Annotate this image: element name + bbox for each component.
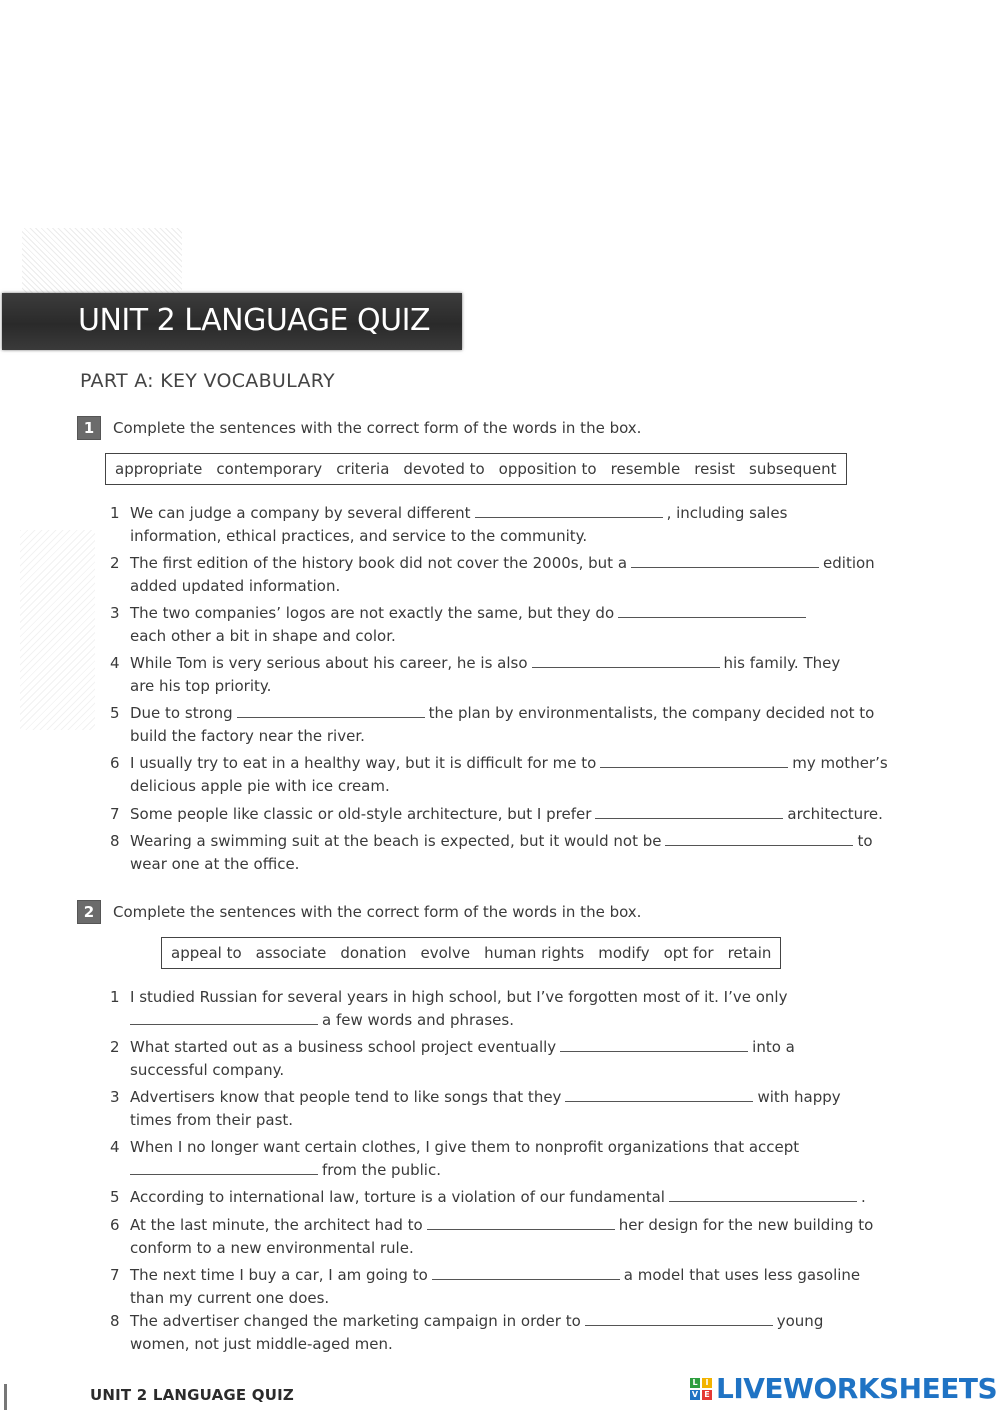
question-item bbox=[110, 803, 883, 826]
question-number: 7 bbox=[110, 1266, 120, 1284]
answer-blank[interactable] bbox=[585, 1312, 773, 1326]
exercise-number-badge: 2 bbox=[77, 900, 101, 924]
logo-tile: I bbox=[702, 1378, 712, 1388]
question-line-1 bbox=[130, 1310, 870, 1333]
question-line-2 bbox=[130, 675, 870, 698]
question-text: The advertiser changed the marketing campaign in order to bbox=[130, 1312, 581, 1330]
question-text: from the public. bbox=[322, 1160, 441, 1179]
question-line-1 bbox=[130, 1086, 870, 1109]
question-number: 1 bbox=[110, 504, 120, 522]
question-line-1 bbox=[130, 830, 873, 853]
question-line-2 bbox=[130, 1333, 870, 1356]
question-text: delicious apple pie with ice cream. bbox=[130, 776, 390, 795]
question-number: 6 bbox=[110, 754, 120, 772]
answer-blank[interactable] bbox=[475, 504, 663, 518]
answer-blank[interactable] bbox=[669, 1188, 857, 1202]
word-option: appeal to bbox=[171, 944, 242, 962]
question-number: 8 bbox=[110, 1312, 120, 1330]
question-text: I studied Russian for several years in high school, but I’ve forgotten most of it. I’ve only bbox=[130, 988, 788, 1006]
footer-title: UNIT 2 LANGUAGE QUIZ bbox=[90, 1386, 294, 1404]
question-line-2 bbox=[130, 853, 870, 876]
question-text: What started out as a business school project eventually bbox=[130, 1038, 557, 1056]
part-heading: PART A: KEY VOCABULARY bbox=[80, 370, 335, 392]
question-line-2 bbox=[130, 625, 870, 648]
question-line-1 bbox=[130, 1036, 870, 1059]
question-line-2 bbox=[130, 1109, 870, 1132]
question-text: into a bbox=[752, 1038, 795, 1056]
question-line-1 bbox=[130, 602, 870, 625]
question-text: successful company. bbox=[130, 1060, 285, 1079]
answer-blank[interactable] bbox=[600, 754, 788, 768]
exercise-instruction: Complete the sentences with the correct form of the words in the box. bbox=[113, 903, 642, 921]
question-line-1 bbox=[130, 652, 870, 675]
question-line-1 bbox=[130, 986, 870, 1009]
question-item bbox=[110, 1136, 870, 1181]
answer-blank[interactable] bbox=[532, 654, 720, 668]
question-text: The first edition of the history book did not cover the 2000s, but a bbox=[130, 554, 628, 572]
page-title: UNIT 2 LANGUAGE QUIZ bbox=[78, 303, 431, 338]
question-text: than my current one does. bbox=[130, 1288, 330, 1307]
question-line-2 bbox=[130, 1009, 870, 1032]
question-line-2 bbox=[130, 525, 870, 548]
question-item bbox=[110, 552, 875, 597]
scan-speckle bbox=[20, 530, 95, 730]
answer-blank[interactable] bbox=[432, 1266, 620, 1280]
answer-blank[interactable] bbox=[427, 1216, 615, 1230]
question-number: 3 bbox=[110, 1088, 120, 1106]
question-line-1 bbox=[130, 502, 870, 525]
question-text: Due to strong bbox=[130, 704, 233, 722]
question-text: The next time I buy a car, I am going to bbox=[130, 1266, 428, 1284]
question-line-2 bbox=[130, 725, 870, 748]
logo-tile: E bbox=[702, 1390, 712, 1400]
question-text: times from their past. bbox=[130, 1110, 294, 1129]
word-option: appropriate bbox=[115, 460, 203, 478]
question-number: 4 bbox=[110, 1138, 120, 1156]
question-item bbox=[110, 1310, 870, 1355]
exercise-1-heading bbox=[77, 416, 641, 440]
question-text: a model that uses less gasoline bbox=[623, 1266, 861, 1284]
question-line-1 bbox=[130, 752, 888, 775]
logo-icon bbox=[690, 1378, 712, 1400]
question-text: are his top priority. bbox=[130, 676, 272, 695]
question-number: 8 bbox=[110, 832, 120, 850]
question-item bbox=[110, 1186, 870, 1209]
question-item bbox=[110, 752, 888, 797]
question-text: At the last minute, the architect had to bbox=[130, 1216, 423, 1234]
word-box bbox=[105, 453, 847, 485]
question-text: edition bbox=[823, 554, 875, 572]
question-text: women, not just middle-aged men. bbox=[130, 1334, 393, 1353]
question-item bbox=[110, 602, 870, 647]
word-option: resemble bbox=[610, 460, 681, 478]
liveworksheets-logo[interactable] bbox=[690, 1372, 997, 1405]
question-text: Advertisers know that people tend to like songs that they bbox=[130, 1088, 562, 1106]
question-text: the plan by environmentalists, the company decided not to bbox=[428, 704, 875, 722]
question-text: When I no longer want certain clothes, I give them to nonprofit organizations that accept bbox=[130, 1138, 800, 1156]
question-text: I usually try to eat in a healthy way, but it is difficult for me to bbox=[130, 754, 597, 772]
logo-tile: L bbox=[690, 1378, 700, 1388]
word-option: evolve bbox=[420, 944, 471, 962]
question-line-2 bbox=[130, 775, 870, 798]
word-option: human rights bbox=[484, 944, 585, 962]
question-text: According to international law, torture is a violation of our fundamental bbox=[130, 1188, 665, 1206]
question-text: conform to a new environmental rule. bbox=[130, 1238, 414, 1257]
footer-edge-mark bbox=[4, 1384, 7, 1410]
question-text: added updated information. bbox=[130, 576, 341, 595]
question-line-2 bbox=[130, 1159, 870, 1182]
question-item bbox=[110, 1036, 870, 1081]
question-text: her design for the new building to bbox=[618, 1216, 874, 1234]
exercise-2-heading bbox=[77, 900, 641, 924]
question-line-1 bbox=[130, 803, 883, 826]
answer-blank[interactable] bbox=[565, 1088, 753, 1102]
word-option: retain bbox=[727, 944, 772, 962]
answer-blank[interactable] bbox=[130, 1011, 318, 1025]
question-text: The two companies’ logos are not exactly the same, but they do bbox=[130, 604, 615, 622]
word-option: modify bbox=[598, 944, 650, 962]
question-number: 6 bbox=[110, 1216, 120, 1234]
word-option: associate bbox=[255, 944, 327, 962]
word-option: donation bbox=[340, 944, 407, 962]
question-text: young bbox=[776, 1312, 824, 1330]
question-text: Some people like classic or old-style architecture, but I prefer bbox=[130, 805, 592, 823]
question-number: 4 bbox=[110, 654, 120, 672]
question-number: 2 bbox=[110, 554, 120, 572]
word-option: resist bbox=[694, 460, 736, 478]
question-text: . bbox=[860, 1188, 866, 1206]
question-text: While Tom is very serious about his career, he is also bbox=[130, 654, 528, 672]
question-text: wear one at the office. bbox=[130, 854, 300, 873]
exercise-number-badge: 1 bbox=[77, 416, 101, 440]
word-option: contemporary bbox=[216, 460, 323, 478]
answer-blank[interactable] bbox=[631, 554, 819, 568]
question-text: to bbox=[857, 832, 873, 850]
logo-tile: V bbox=[691, 1389, 699, 1399]
question-line-1 bbox=[130, 1186, 870, 1209]
question-item bbox=[110, 1086, 870, 1131]
question-number: 2 bbox=[110, 1038, 120, 1056]
question-line-2 bbox=[130, 1287, 870, 1310]
answer-blank[interactable] bbox=[595, 805, 783, 819]
word-option: opt for bbox=[663, 944, 714, 962]
question-text: each other a bit in shape and color. bbox=[130, 626, 396, 645]
word-option: devoted to bbox=[403, 460, 485, 478]
question-text: build the factory near the river. bbox=[130, 726, 365, 745]
question-line-2 bbox=[130, 1237, 870, 1260]
answer-blank[interactable] bbox=[130, 1161, 318, 1175]
answer-blank[interactable] bbox=[665, 832, 853, 846]
word-box bbox=[161, 937, 781, 969]
question-text: architecture. bbox=[787, 805, 883, 823]
question-number: 5 bbox=[110, 704, 120, 722]
scan-speckle bbox=[22, 228, 182, 300]
question-line-2 bbox=[130, 1059, 870, 1082]
question-text: Wearing a swimming suit at the beach is expected, but it would not be bbox=[130, 832, 662, 850]
question-item bbox=[110, 986, 870, 1031]
answer-blank[interactable] bbox=[560, 1038, 748, 1052]
question-text: my mother’s bbox=[792, 754, 888, 772]
question-text: with happy bbox=[757, 1088, 841, 1106]
question-text: , including sales bbox=[666, 504, 788, 522]
question-item bbox=[110, 652, 870, 697]
logo-text: LIVEWORKSHEETS bbox=[716, 1372, 998, 1405]
question-item bbox=[110, 1214, 874, 1259]
exercise-instruction: Complete the sentences with the correct form of the words in the box. bbox=[113, 419, 642, 437]
question-line-1 bbox=[130, 1214, 874, 1237]
question-number: 1 bbox=[110, 988, 120, 1006]
question-text: a few words and phrases. bbox=[322, 1010, 514, 1029]
question-item bbox=[110, 502, 870, 547]
word-option: criteria bbox=[336, 460, 390, 478]
question-line-1 bbox=[130, 1264, 870, 1287]
word-option: subsequent bbox=[749, 460, 837, 478]
question-text: his family. They bbox=[723, 654, 841, 672]
word-option: opposition to bbox=[498, 460, 597, 478]
question-number: 5 bbox=[110, 1188, 120, 1206]
question-line-1 bbox=[130, 552, 875, 575]
question-number: 7 bbox=[110, 805, 120, 823]
question-number: 3 bbox=[110, 604, 120, 622]
question-line-1 bbox=[130, 702, 875, 725]
question-item bbox=[110, 830, 873, 875]
question-line-1 bbox=[130, 1136, 870, 1159]
answer-blank[interactable] bbox=[237, 704, 425, 718]
question-text: We can judge a company by several different bbox=[130, 504, 471, 522]
question-item bbox=[110, 1264, 870, 1309]
question-text: information, ethical practices, and service to the community. bbox=[130, 526, 588, 545]
question-line-2 bbox=[130, 575, 870, 598]
answer-blank[interactable] bbox=[618, 604, 806, 618]
question-item bbox=[110, 702, 875, 747]
